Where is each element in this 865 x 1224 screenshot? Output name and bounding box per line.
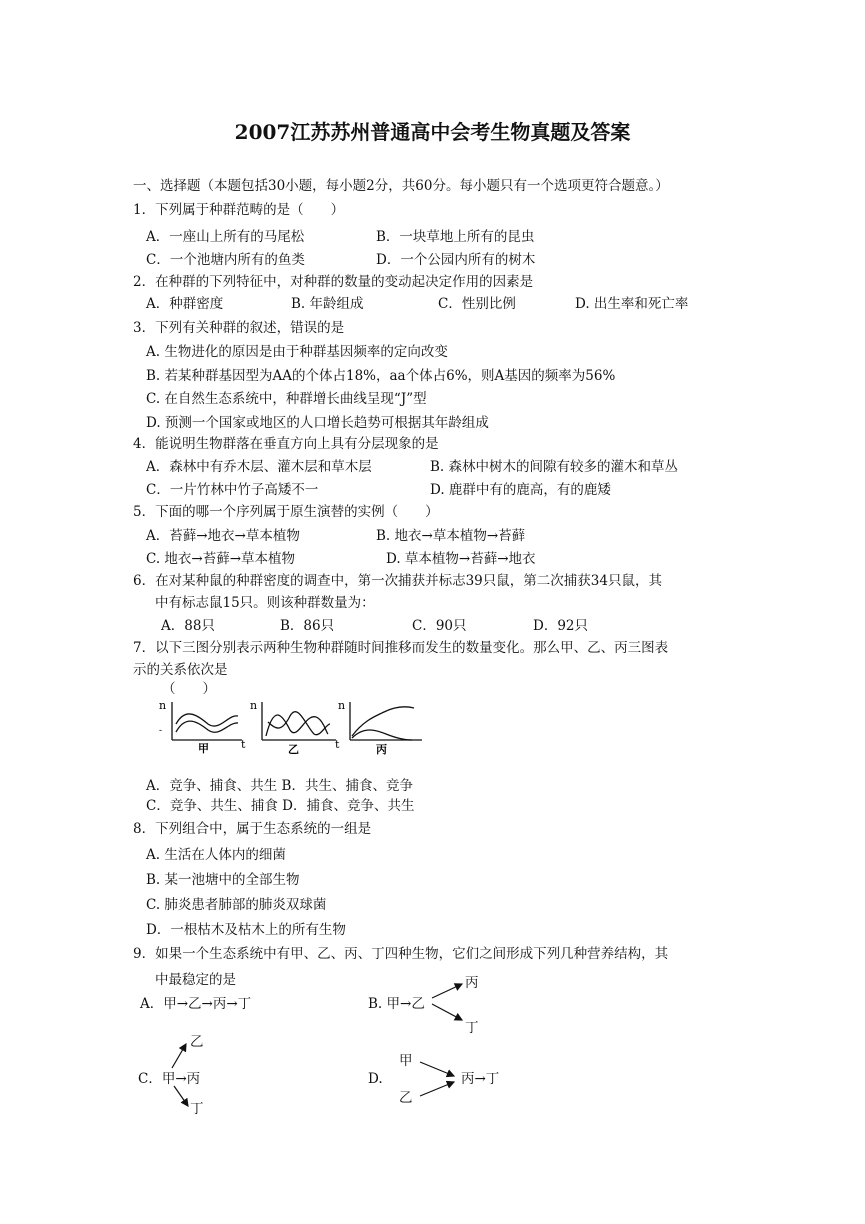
question-2-stem: 2．在种群的下列特征中，对种群的数量的变动起决定作用的因素是 <box>133 274 534 290</box>
question-3-option-b: B. 若某种群基因型为AA的个体占18%，aa个体占6%，则A基因的频率为56% <box>146 368 616 384</box>
option-b-arrows <box>430 978 466 1028</box>
graph-jia-curve-upper <box>176 714 238 726</box>
question-5-stem: 5．下面的哪一个序列属于原生演替的实例（ ） <box>133 504 439 520</box>
question-5-option-a: A．苔藓→地衣→草本植物 <box>146 528 300 544</box>
question-2-option-c: C．性别比例 <box>438 296 516 312</box>
question-5-option-d: D. 草本植物→苔藓→地衣 <box>386 551 536 567</box>
question-3-option-a: A. 生物进化的原因是由于种群基因频率的定向改变 <box>146 344 448 360</box>
question-9-stem-line1: 9．如果一个生态系统中有甲、乙、丙、丁四种生物，它们之间形成下列几种营养结构，其 <box>133 946 669 962</box>
question-3-stem: 3．下列有关种群的叙述，错误的是 <box>133 320 345 336</box>
question-4-option-b: B. 森林中树木的间隙有较多的灌木和草丛 <box>430 459 679 475</box>
option-c-arrows <box>166 1040 196 1110</box>
population-graphs-figure <box>150 696 430 758</box>
graph-bing-y-axis-label: n <box>338 699 346 712</box>
question-2-option-d: D. 出生率和死亡率 <box>575 296 689 312</box>
option-d-arrows <box>418 1056 458 1102</box>
question-9-option-b-prefix: B. 甲→乙 <box>368 996 425 1012</box>
question-8-option-d: D．一根枯木及枯木上的所有生物 <box>146 922 346 938</box>
question-9-option-b-lower: 丁 <box>465 1020 479 1036</box>
question-7-options-ab: A．竞争、捕食、共生 B．共生、捕食、竞争 <box>146 778 413 794</box>
arrow-up <box>432 984 462 998</box>
graph-yi-x-axis-label: t <box>335 738 340 751</box>
graph-bing <box>338 699 422 756</box>
arrow-from-top <box>420 1062 454 1076</box>
question-9-option-d-right: 丙→丁 <box>461 1071 500 1087</box>
question-9-option-d-bottom: 乙 <box>399 1090 413 1106</box>
graph-jia-label: 甲 <box>198 742 209 755</box>
question-6-stem-line2: 中有标志鼠15只。则该种群数量为： <box>155 595 375 611</box>
question-4-stem: 4．能说明生物群落在垂直方向上具有分层现象的是 <box>133 436 439 452</box>
question-2-option-a: A．种群密度 <box>146 296 224 312</box>
arrow-from-bottom <box>420 1082 454 1096</box>
question-9-option-d-prefix: D. <box>368 1071 383 1087</box>
graph-bing-label: 丙 <box>376 743 387 756</box>
question-5-option-b: B. 地衣→草本植物→苔藓 <box>376 528 526 544</box>
question-6-option-a: A．88只 <box>161 618 215 634</box>
graph-jia-tick-mark: - <box>159 726 163 736</box>
question-1-option-b: B．一块草地上所有的昆虫 <box>376 229 535 245</box>
question-9-option-d-top: 甲 <box>399 1053 413 1069</box>
question-1-option-c: C．一个池塘内所有的鱼类 <box>146 252 305 268</box>
question-7-answer-blank: （ ） <box>162 681 216 697</box>
question-6-option-c: C．90只 <box>412 618 467 634</box>
question-8-option-c: C. 肺炎患者肺部的肺炎双球菌 <box>146 897 327 913</box>
question-9-option-c-lower: 丁 <box>190 1101 204 1117</box>
graph-yi <box>250 699 340 756</box>
graph-jia <box>159 699 246 755</box>
question-7-stem-line1: 7．以下三图分别表示两种生物种群随时间推移而发生的数量变化。那么甲、乙、丙三图表 <box>133 640 669 656</box>
question-6-option-d: D．92只 <box>533 618 589 634</box>
question-3-option-c: C. 在自然生态系统中，种群增长曲线呈现“J”型 <box>146 391 427 407</box>
question-7-options-cd: C．竞争、共生、捕食 D．捕食、竞争、共生 <box>146 798 415 814</box>
question-8-option-a: A. 生活在人体内的细菌 <box>146 847 286 863</box>
question-9-option-c-upper: 乙 <box>190 1034 204 1050</box>
graph-yi-label: 乙 <box>288 743 299 756</box>
arrow-down <box>432 1004 462 1020</box>
question-1-option-d: D．一个公园内所有的树木 <box>376 252 536 268</box>
section-heading: 一、选择题（本题包括30小题，每小题2分，共60分。每小题只有一个选项更符合题意。） <box>133 178 669 194</box>
question-4-option-a: A．森林中有乔木层、灌木层和草木层 <box>146 459 372 475</box>
question-4-option-c: C．一片竹林中竹子高矮不一 <box>146 482 319 498</box>
arrow-down <box>174 1086 188 1106</box>
question-9-option-b-upper: 丙 <box>465 975 479 991</box>
graph-yi-y-axis-label: n <box>250 699 258 712</box>
question-3-option-d: D. 预测一个国家或地区的人口增长趋势可根据其年龄组成 <box>146 415 489 431</box>
question-4-option-d: D. 鹿群中有的鹿高，有的鹿矮 <box>430 482 611 498</box>
question-6-stem-line1: 6．在对某种鼠的种群密度的调查中，第一次捕获并标志39只鼠，第二次捕获34只鼠，其 <box>133 573 662 589</box>
graph-jia-y-axis-label: n <box>159 699 167 712</box>
question-9-stem-line2: 中最稳定的是 <box>155 972 236 988</box>
question-1-option-a: A．一座山上所有的马尾松 <box>146 229 305 245</box>
question-8-stem: 8．下列组合中，属于生态系统的一组是 <box>133 821 372 837</box>
question-1-stem: 1．下列属于种群范畴的是（ ） <box>133 202 345 218</box>
question-9-option-c-prefix: C．甲→丙 <box>138 1071 201 1087</box>
page-title: 2007江苏苏州普通高中会考生物真题及答案 <box>234 120 631 144</box>
graph-yi-curve-predator <box>266 715 328 736</box>
question-5-option-c: C. 地衣→苔藓→草本植物 <box>146 551 296 567</box>
arrow-up <box>172 1044 186 1068</box>
question-9-option-a: A．甲→乙→丙→丁 <box>140 996 252 1012</box>
graph-bing-curve-loser <box>352 730 412 740</box>
question-2-option-b: B. 年龄组成 <box>291 296 364 312</box>
question-7-stem-line2: 示的关系依次是 <box>133 662 228 678</box>
question-8-option-b: B. 某一池塘中的全部生物 <box>146 872 300 888</box>
graph-jia-x-axis-label: t <box>241 738 246 751</box>
question-6-option-b: B．86只 <box>280 618 335 634</box>
